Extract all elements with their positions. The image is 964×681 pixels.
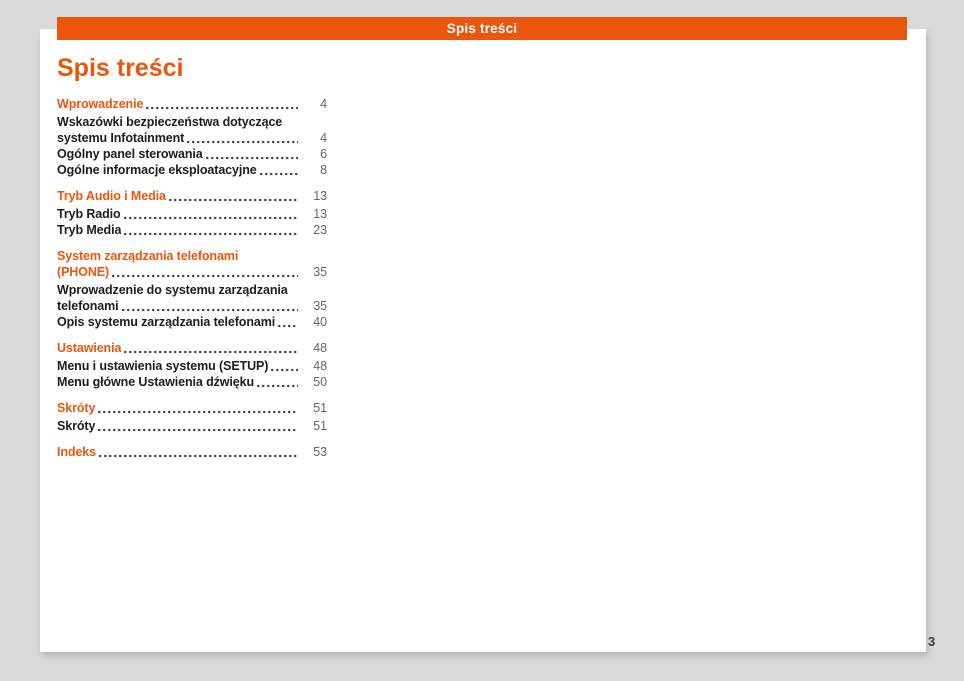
toc-page-number: 6	[320, 147, 327, 161]
page-title: Spis treści	[57, 54, 184, 82]
toc-entry-row	[57, 146, 327, 162]
dotted-leader	[260, 164, 298, 178]
toc-entry-line: Wskazówki bezpieczeństwa dotyczące	[57, 115, 283, 129]
toc-entry[interactable]	[57, 314, 327, 330]
toc-section-heading[interactable]	[57, 96, 327, 112]
toc-page-number: 13	[313, 207, 327, 221]
dotted-leader	[98, 420, 298, 434]
toc-entry[interactable]	[57, 358, 327, 374]
dotted-leader	[146, 98, 298, 112]
toc-entry-row	[57, 374, 327, 390]
toc-entry[interactable]	[57, 206, 327, 222]
toc-entry-label: Skróty	[57, 419, 96, 433]
toc-entry-label: Indeks	[57, 445, 96, 459]
toc-page-number: 35	[313, 265, 327, 279]
toc-entry-row	[57, 206, 327, 222]
toc-entry-line: Wprowadzenie do systemu zarządzania	[57, 283, 288, 297]
toc-entry-row	[57, 96, 327, 112]
dotted-leader	[271, 360, 298, 374]
dotted-leader	[99, 446, 298, 460]
toc-entry-label: systemu Infotainment	[57, 131, 185, 145]
toc-page-number: 35	[313, 299, 327, 313]
dotted-leader	[124, 208, 298, 222]
toc-entry-label: Ogólne informacje eksploatacyjne	[57, 163, 257, 177]
dotted-leader	[278, 316, 298, 330]
toc-entry-row	[57, 188, 327, 204]
toc-entry-row	[57, 444, 327, 460]
toc-entry[interactable]	[57, 222, 327, 238]
toc-entry[interactable]	[57, 146, 327, 162]
toc-entry[interactable]	[57, 418, 327, 434]
toc-page-number: 48	[313, 359, 327, 373]
toc-entry-label: Menu i ustawienia systemu (SETUP)	[57, 359, 269, 373]
toc-entry-row	[57, 358, 327, 374]
toc-section-heading[interactable]	[57, 444, 327, 460]
toc-entry-row	[57, 340, 327, 356]
page-header-bar	[57, 17, 907, 40]
toc-page-number: 13	[313, 189, 327, 203]
toc-entry[interactable]	[57, 374, 327, 390]
toc-section	[57, 188, 327, 238]
dotted-leader	[169, 190, 298, 204]
toc	[57, 96, 327, 470]
toc-entry-label: Ustawienia	[57, 341, 122, 355]
toc-page-number: 50	[313, 375, 327, 389]
toc-entry-label: (PHONE)	[57, 265, 110, 279]
toc-page-number: 40	[313, 315, 327, 329]
toc-section	[57, 400, 327, 434]
dotted-leader	[124, 342, 298, 356]
dotted-leader	[124, 224, 298, 238]
toc-entry-label: Wprowadzenie	[57, 97, 144, 111]
toc-entry-label: Tryb Radio	[57, 207, 121, 221]
toc-section	[57, 340, 327, 390]
toc-section-heading[interactable]	[57, 340, 327, 356]
dotted-leader	[206, 148, 298, 162]
toc-page-number: 23	[313, 223, 327, 237]
toc-section	[57, 96, 327, 178]
toc-entry-row	[57, 418, 327, 434]
folio-page-number: 3	[928, 634, 936, 649]
dotted-leader	[98, 402, 298, 416]
toc-entry[interactable]	[57, 282, 327, 314]
toc-entry-label: Tryb Media	[57, 223, 122, 237]
toc-page-number: 4	[320, 131, 327, 145]
toc-section-heading[interactable]	[57, 400, 327, 416]
toc-entry-label: Ogólny panel sterowania	[57, 147, 203, 161]
toc-entry-label: Menu główne Ustawienia dźwięku	[57, 375, 255, 389]
toc-entry-row	[57, 130, 327, 146]
toc-entry-row	[57, 222, 327, 238]
dotted-leader	[122, 300, 298, 314]
toc-entry-row	[57, 314, 327, 330]
toc-entry[interactable]	[57, 114, 327, 146]
toc-entry-line: System zarządzania telefonami	[57, 249, 239, 263]
dotted-leader	[112, 266, 298, 280]
toc-entry[interactable]	[57, 162, 327, 178]
toc-page-number: 48	[313, 341, 327, 355]
dotted-leader	[187, 132, 298, 146]
page-header-title: Spis treści	[446, 21, 518, 36]
toc-page-number: 4	[320, 97, 327, 111]
dotted-leader	[257, 376, 298, 390]
toc-page-number: 51	[313, 401, 327, 415]
toc-entry-row	[57, 162, 327, 178]
toc-entry-row	[57, 298, 327, 314]
toc-page-number: 8	[320, 163, 327, 177]
toc-section	[57, 248, 327, 330]
toc-entry-row	[57, 400, 327, 416]
toc-section-heading[interactable]	[57, 248, 327, 280]
toc-page-number: 53	[313, 445, 327, 459]
toc-section	[57, 444, 327, 460]
toc-entry-label: Skróty	[57, 401, 96, 415]
toc-entry-label: telefonami	[57, 299, 119, 313]
toc-entry-row	[57, 264, 327, 280]
toc-section-heading[interactable]	[57, 188, 327, 204]
toc-page-number: 51	[313, 419, 327, 433]
toc-entry-label: Opis systemu zarządzania telefonami	[57, 315, 276, 329]
toc-entry-label: Tryb Audio i Media	[57, 189, 166, 203]
